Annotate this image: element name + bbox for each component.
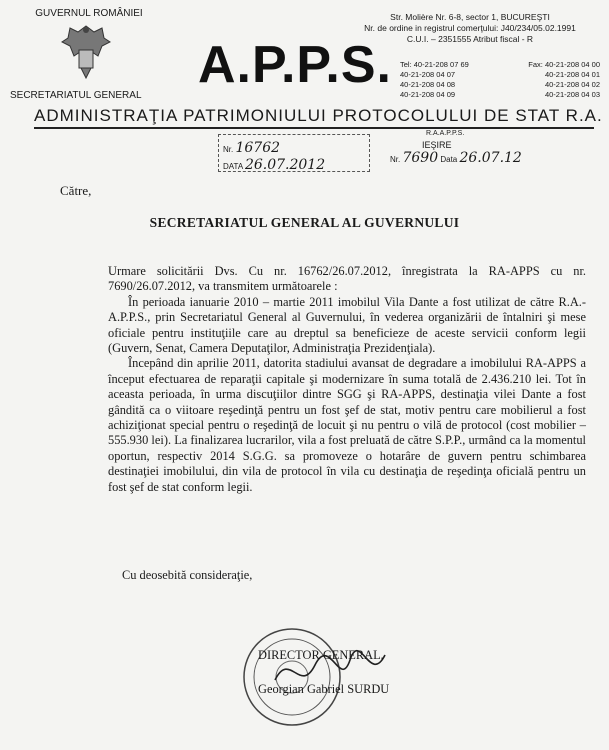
stamp-nr-prefix: Nr.: [390, 155, 401, 164]
stamp-date-prefix: DATA: [223, 162, 243, 171]
address-line: C.U.I. – 2351555 Atribut fiscal - R: [406, 34, 534, 44]
stamp-outgoing-label: IEŞIRE: [422, 140, 452, 150]
signatory-name: Georgian Gabriel SURDU: [258, 682, 390, 696]
secretariat-label: SECRETARIATUL GENERAL: [10, 90, 142, 101]
fax-number: Fax: 40-21-208 04 00: [528, 60, 600, 69]
government-label: GUVERNUL ROMÂNIEI: [35, 8, 143, 19]
fax-number: 40-21-208 04 03: [544, 90, 600, 99]
paragraph: Începând din aprilie 2011, datorita stadiului avansat de degradare a imobilului RA-APPS a început efectuarea de reparaţii capitale şi modernizare în suma totală de 2.436.210 lei. Tot în aceasta perioada, în urma discuţiilor dintre SGG şi RA-APPS, destinaţia vilei Dante a fost gândită ca o viitoare reşedinţă pentru un fost şef de stat, motiv pentru care mobilierul a fost achiziţionat special pentru o reşedinţă de locuit şi nu pentru o vilă de protocol (cost mobilier – 555.930 lei). La finalizarea lucrarilor, vila a fost preluată de către S.P.P., urmând ca la momentul oportun, respectiv 2014 S.G.G. sa promoveze o hotarâre de guvern pentru schimbarea destinaţiei imobilului, din vila de protocol în vila cu destinaţia de reşedinţa oficială pentru un fost şef de stat conform legii.: [108, 356, 586, 494]
recipient-heading: SECRETARIATUL GENERAL AL GUVERNULUI: [149, 215, 460, 230]
salutation: Către,: [60, 183, 92, 198]
paragraph: Urmare solicitării Dvs. Cu nr. 16762/26.07.2012, înregistrata la RA-APPS cu nr. 7690/26.07.2012, va transmitem următoarele :: [108, 264, 586, 294]
outgoing-stamp: [390, 130, 570, 170]
phone-number: Tel: 40-21-208 07 69: [400, 60, 469, 69]
letter-body: [108, 264, 586, 495]
address-line: Str. Molière Nr. 6-8, sector 1, BUCUREŞTI: [390, 12, 550, 22]
closing-line: Cu deosebită consideraţie,: [122, 568, 253, 582]
stamp-number-prefix: Nr.: [223, 145, 234, 154]
stamp-org: R.A.A.P.P.S.: [426, 130, 465, 137]
phone-row: [400, 60, 600, 70]
phone-number: 40-21-208 04 07: [400, 70, 456, 79]
phone-row: [400, 80, 600, 90]
phone-number: 40-21-208 04 09: [400, 90, 456, 99]
address-line: Nr. de ordine in registrul comerţului: J40/234/05.02.1991: [364, 23, 576, 33]
coat-of-arms-icon: [58, 22, 114, 84]
paragraph: În perioada ianuarie 2010 – martie 2011 imobilul Vila Dante a fost utilizat de către R.A.-A.P.P.S., prin Secretariatul General al Guvernului, în vederea organizării de întalniri şi mese oficiale pentru instituţiile care au dreptul sa beneficieze de aceste servicii conform legii (Guvern, Senat, Camera Deputaţilor, Administraţia Prezidenţiala).: [108, 294, 586, 356]
company-address: [345, 12, 595, 45]
stamp-number: 16762: [235, 140, 281, 156]
stamp-date: 26.07.2012: [244, 157, 326, 173]
stamp-date-prefix: Data: [440, 155, 458, 164]
fax-number: 40-21-208 04 02: [544, 80, 600, 89]
stamp-outgoing-date: 26.07.12: [459, 150, 522, 166]
phone-fax-list: [400, 60, 600, 100]
phone-number: 40-21-208 04 08: [400, 80, 456, 89]
phone-row: [400, 70, 600, 80]
stamp-outgoing-line: [390, 150, 522, 166]
stamp-outgoing-number: 7690: [402, 150, 439, 166]
stamp-date-line: [223, 157, 325, 173]
signatory-title: DIRECTOR GENERAL,: [258, 648, 384, 662]
fax-number: 40-21-208 04 01: [544, 70, 600, 79]
administration-name: ADMINISTRAŢIA PATRIMONIULUI PROTOCOLULUI DE STAT R.A.: [34, 106, 594, 129]
registration-stamp: [218, 134, 370, 172]
company-acronym: A.P.P.S.: [198, 36, 392, 94]
stamp-number-line: [223, 140, 280, 156]
phone-row: [400, 90, 600, 100]
